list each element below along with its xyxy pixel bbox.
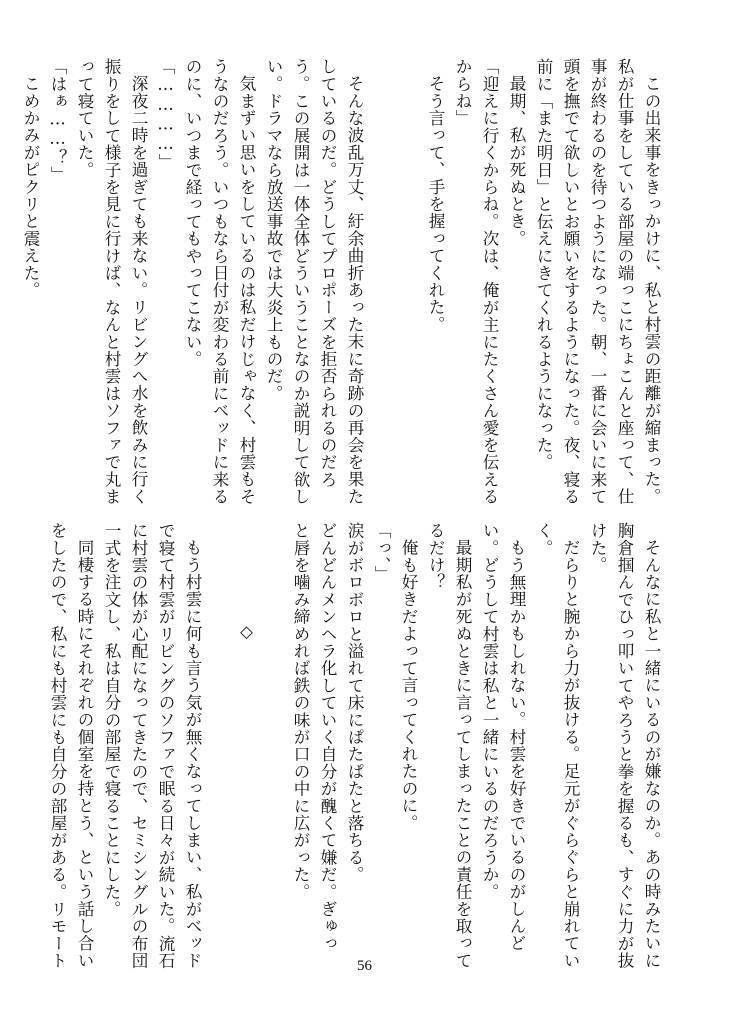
text-line: と唇を噛み締めれば鉄の味が口の中に広がった。: [291, 522, 310, 901]
text-line: [260, 522, 287, 970]
text-line: もう村雲に何も言う気が無くなってしまい、私がベッド: [183, 538, 202, 969]
text-line: に村雲の体が心配になってきたので、セミシングルの布団: [129, 522, 148, 970]
text-line: るだけ？: [426, 522, 445, 591]
text-line: 振りをして様子を見に行けば、なんと村雲はソファで丸ま: [102, 58, 121, 506]
text-line: 「迎えに行くからね。次は、俺が主にたくさん愛を伝える: [480, 58, 499, 506]
text-line: 「はぁ……？」: [48, 58, 67, 184]
text-line: うなのだろう。いつもなら日付が変わる前にベッドに来る: [210, 58, 229, 506]
text-line: そう言って、手を握ってくれた。: [426, 74, 445, 333]
text-line: 同棲する時にそれぞれの個室を持とう、という話し合い: [75, 538, 94, 969]
text-line: 最期、私が死ぬとき。: [507, 74, 526, 247]
lower-text-block: [44, 522, 665, 970]
text-line: 「っ、」: [372, 522, 391, 583]
text-line: 事が終わるのを待つようになった。朝、一番に会いに来て: [588, 58, 607, 506]
text-line: う。この展開は一体全体どういうことなのか説明して欲し: [291, 58, 310, 506]
section-separator: ◇: [237, 621, 256, 642]
text-line: 「…………」: [156, 58, 175, 171]
text-line: 一式を注文し、私は自分の部屋で寝ることにした。: [102, 522, 121, 918]
text-line: [368, 58, 395, 500]
text-line: 俺も好きだよって言ってくれたのに。: [399, 538, 418, 831]
text-line: この出来事をきっかけに、私と村雲の距離が縮まった。: [642, 74, 661, 505]
text-line: 気まずい思いをしているのは私だけじゃなく、村雲もそ: [237, 74, 256, 505]
text-line: 胸倉掴んでひっ叩いてやろうと拳を握るも、すぐに力が抜: [615, 522, 634, 970]
text-line: そんな波乱万丈、紆余曲折あった末に奇跡の再会を果た: [345, 74, 364, 505]
page-number: 56: [357, 958, 372, 974]
upper-text-block: [17, 58, 665, 506]
text-line: のに、いつまで経ってもやってこない。: [183, 58, 202, 368]
text-line: 深夜二時を過ぎても来ない。リビングへ水を飲みに行く: [129, 74, 148, 505]
text-line: けた。: [588, 522, 607, 574]
text-line: 前に「また明日」と伝えにきてくれるようになった。: [534, 58, 553, 471]
text-line: 最期私が死ぬときに言ってしまったことの責任を取って: [453, 538, 472, 969]
text-line: い。どうして村雲は私と一緒にいるのだろうか。: [480, 522, 499, 901]
text-line: で寝て村雲がリビングのソファで眠る日々が続いた。流石: [156, 522, 175, 970]
text-line: 頭を撫でて欲しいとお願いをするようになった。夜、寝る: [561, 58, 580, 506]
text-line: だらりと腕から力が抜ける。足元がぐらぐらと崩れてい: [561, 538, 580, 969]
text-line: く。: [534, 522, 553, 557]
text-line: [206, 522, 233, 970]
text-line: そんなに私と一緒にいるのが嫌なのか。あの時みたいに: [642, 538, 661, 969]
text-line: もう無理かもしれない。村雲を好きでいるのがしんど: [507, 538, 526, 952]
text-line: い。ドラマなら放送事故では大炎上ものだ。: [264, 58, 283, 402]
text-line: って寝ていた。: [75, 58, 94, 179]
text-line: 涙がボロボロと溢れて床にぱたぱたと落ちる。: [345, 522, 364, 884]
text-line: からね」: [453, 58, 472, 127]
text-line: こめかみがピクリと震えた。: [21, 74, 40, 299]
text-line: しているのだ。どうしてプロポーズを拒否られるのだろ: [318, 58, 337, 488]
text-line: をしたので、私にも村雲にも自分の部屋がある。リモート: [48, 522, 67, 970]
text-line: どんどんメンヘラ化していく自分が醜くて嫌だ。ぎゅっ: [318, 522, 337, 952]
text-line: 私が仕事をしている部屋の端っこにちょこんと座って、仕: [615, 58, 634, 506]
text-line: [395, 58, 422, 500]
